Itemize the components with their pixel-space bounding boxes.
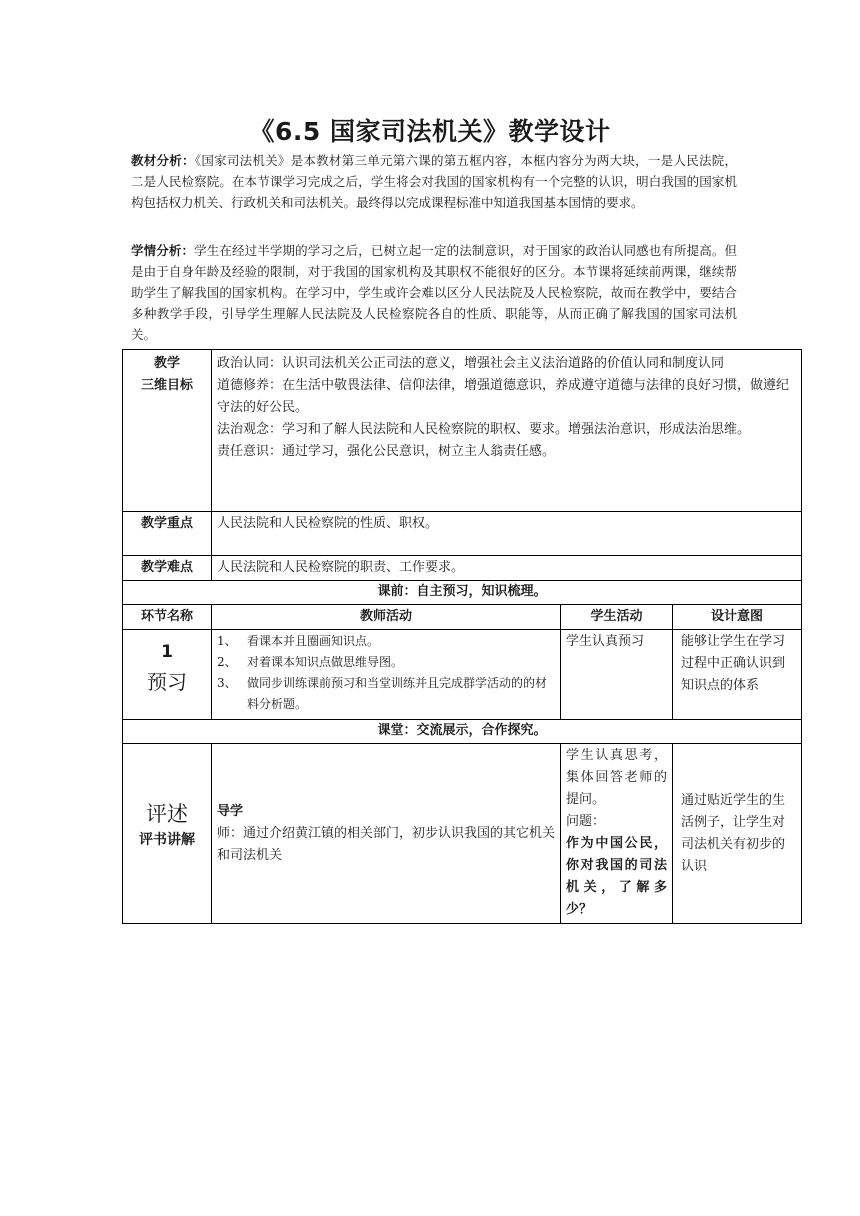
header-student: 学生活动 xyxy=(561,605,673,630)
preview-intent: 能够让学生在学习过程中正确认识到知识点的体系 xyxy=(673,630,802,720)
list-item: 3、 做同步训练课前预习和当堂训练并且完成群学活动的的材料分析题。 xyxy=(217,676,548,711)
section-pre-class-title: 课前：自主预习，知识梳理。 xyxy=(123,581,802,605)
difficulty-text: 人民法院和人民检察院的职责、工作要求。 xyxy=(212,556,802,581)
section-pre-class xyxy=(123,581,802,605)
preview-name: 预习 xyxy=(147,670,187,694)
lesson-plan-table xyxy=(122,349,802,924)
key-point-row xyxy=(123,512,802,556)
difficulty-row xyxy=(123,556,802,581)
goals-row xyxy=(123,350,802,512)
review-subtitle: 评书讲解 xyxy=(139,832,195,848)
key-point-label: 教学重点 xyxy=(123,512,212,556)
review-student-text: 学生认真思考，集体回答老师的提问。 xyxy=(566,748,667,807)
review-teacher xyxy=(212,744,561,924)
review-teacher-text: 师：通过介绍黄江镇的相关部门，初步认识我国的其它机关和司法机关 xyxy=(217,825,556,863)
review-intent xyxy=(673,744,802,924)
goals-label xyxy=(123,350,212,512)
preview-teacher xyxy=(212,630,561,720)
goal-law: 法治观念：学习和了解人民法院和人民检察院的职权、要求。增强法治意识，形成法治思维。 xyxy=(217,422,751,437)
preview-activity-list xyxy=(217,631,555,715)
section-in-class xyxy=(123,720,802,744)
list-item: 1、 看课本并且圈画知识点。 xyxy=(217,634,380,648)
key-point-text: 人民法院和人民检察院的性质、职权。 xyxy=(212,512,802,556)
goals-content xyxy=(212,350,802,512)
goals-label-line1: 教学 xyxy=(153,356,180,371)
header-intent: 设计意图 xyxy=(673,605,802,630)
preview-number: 1 xyxy=(161,642,173,662)
review-title: 评述 xyxy=(146,802,188,826)
header-teacher: 教师活动 xyxy=(212,605,561,630)
review-question: 作为中国公民，你对我国的司法机关，了解多少？ xyxy=(566,836,667,917)
document-title: 《6.5 国家司法机关》教学设计 xyxy=(249,117,611,146)
goal-responsibility: 责任意识：通过学习，强化公民意识，树立主人翁责任感。 xyxy=(217,444,556,459)
review-student xyxy=(561,744,673,924)
goal-political: 政治认同：认识司法机关公正司法的意义，增强社会主义法治道路的价值认同和制度认同 xyxy=(217,356,725,371)
review-row xyxy=(123,744,802,924)
learner-analysis-text: 学生在经过半学期的学习之后，已树立起一定的法制意识，对于国家的政治认同感也有所提高。但是由于自身年龄及经验的限制，对于我国的国家机构及其职权不能很好的区分。本节课将延续前两课，继续帮助学生了解我国的国家机构。在学习中，学生或许会难以区分人民法院及人民检察院，故而在教学中，要结合多种教学手段，引导学生理解人民法院及人民检察院各自的性质、职能等，从而正确了解我国的国家司法机关。 xyxy=(131,243,737,342)
review-teacher-heading: 导学 xyxy=(217,803,244,819)
difficulty-label: 教学难点 xyxy=(123,556,212,581)
textbook-analysis xyxy=(131,150,737,213)
section-in-class-title: 课堂：交流展示，合作探究。 xyxy=(123,720,802,744)
list-item: 2、 对着课本知识点做思维导图。 xyxy=(217,655,404,669)
review-step xyxy=(123,744,212,924)
textbook-analysis-text: 《国家司法机关》是本教材第三单元第六课的第五框内容，本框内容分为两大块，一是人民法院，二是人民检察院。在本节课学习完成之后，学生将会对我国的国家机构有一个完整的认识，明白我国的国家机构包括权力机关、行政机关和司法机关。最终得以完成课程标准中知道我国基本国情的要求。 xyxy=(131,153,737,210)
goal-moral: 道德修养：在生活中敬畏法律、信仰法律，增强道德意识，养成遵守道德与法律的良好习惯，做遵纪守法的好公民。 xyxy=(217,378,790,415)
preview-student: 学生认真预习 xyxy=(561,630,673,720)
header-step: 环节名称 xyxy=(123,605,212,630)
review-question-label: 问题： xyxy=(566,814,606,829)
review-intent-text: 通过贴近学生的生活例子，让学生对司法机关有初步的认识 xyxy=(681,792,786,874)
learner-analysis-label: 学情分析： xyxy=(131,243,195,258)
goals-label-line2: 三维目标 xyxy=(140,378,193,393)
header-row xyxy=(123,605,802,630)
preview-step xyxy=(123,630,212,720)
textbook-analysis-label: 教材分析： xyxy=(131,153,195,168)
learner-analysis xyxy=(131,240,737,345)
preview-row xyxy=(123,630,802,720)
